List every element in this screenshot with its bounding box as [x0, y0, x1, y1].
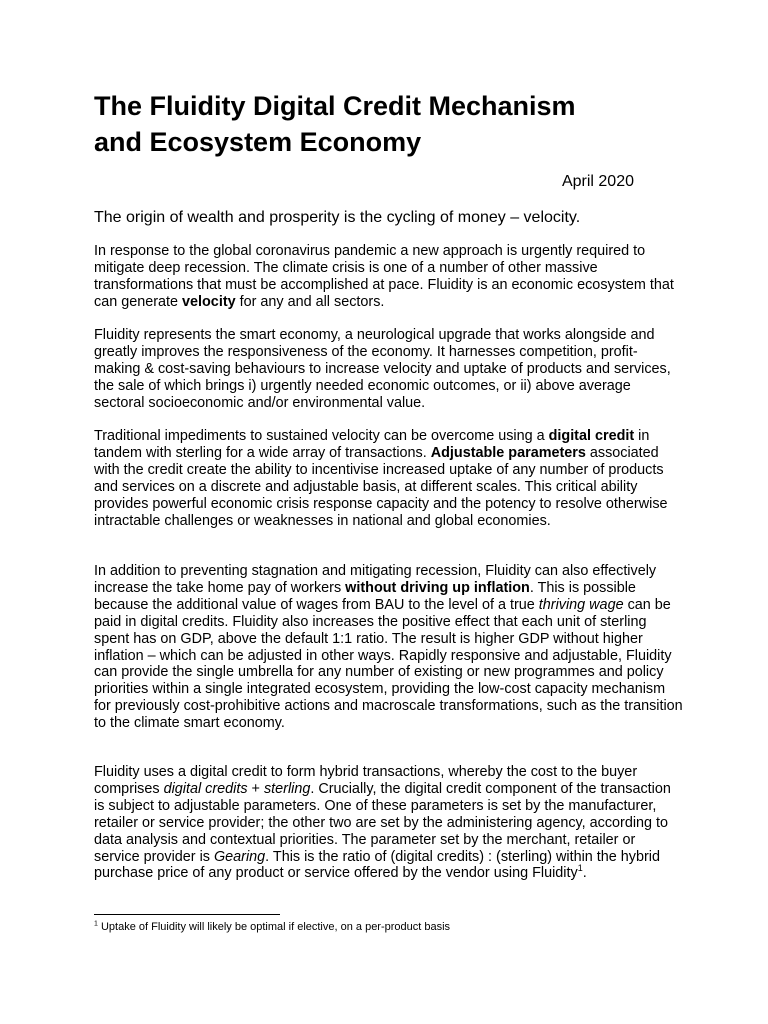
- p5-italic-sterling: sterling: [263, 780, 311, 797]
- p5-italic-digital-credits: digital credits: [163, 780, 248, 797]
- document-date: April 2020: [561, 173, 634, 190]
- p5-italic-gearing: Gearing: [213, 848, 266, 865]
- footnote-reference[interactable]: 1: [577, 863, 583, 874]
- p4-text-1: In addition to preventing stagnation and mitigating recession, Fluidity can also effectively increase the take home pay of workers: [94, 563, 657, 596]
- p3-text-2: in tandem with sterling for a wide array of transactions.: [94, 428, 650, 461]
- p3-bold-adjustable-parameters: Adjustable parameters: [430, 444, 586, 461]
- p5-text-4: . This is the ratio of (digital credits) : (sterling) within the hybrid purchase price of any product or service offered by the vendor using Fluidity: [94, 848, 661, 882]
- footnote-text: Uptake of Fluidity will likely be optimal if elective, on a per-product basis: [97, 921, 451, 933]
- title-line-2: and Ecosystem Economy: [94, 127, 422, 157]
- p5-text-3: . Crucially, the digital credit component of the transaction is subject to adjustable parameters. One of these parameters is set by the manufacturer, retailer or service provider; the other two are set by the administering agency, according to data analysis and contextual priorities. The parameter set by the merchant, retailer or service provider is: [94, 780, 671, 865]
- p4-italic-thriving-wage: thriving wage: [538, 596, 624, 613]
- document-title: [94, 88, 694, 160]
- p2-text-1: Fluidity represents the smart economy, a neurological upgrade that works alongside and greatly improves the responsiveness of the economy. It harnesses competition, profit-making & cost-saving behaviours to increase velocity and uptake of products and services, the sale of which brings i) urgently needed economic outcomes, or ii) above average sectoral socioeconomic and/or environmental value.: [94, 327, 671, 411]
- p1-bold-velocity: velocity: [182, 293, 236, 310]
- p1-text-2: for any and all sectors.: [235, 293, 385, 310]
- p4-text-3: can be paid in digital credits. Fluidity also increases the positive effect that each unit of sterling spent has on GDP, above the default 1:1 ratio. The result is higher GDP without higher inflation – which can be adjusted in other ways. Rapidly responsive and adjustable, Fluidity can provide the single umbrella for any number of existing or new programmes and policy priorities within a single integrated ecosystem, providing the low-cost capacity mechanism for previously cost-prohibitive actions and macroscale transformations, such as the transition to the climate smart economy.: [94, 596, 683, 732]
- footnote-separator: [94, 914, 280, 915]
- paragraph-5: [94, 764, 684, 882]
- paragraph-1: [94, 243, 684, 311]
- p3-bold-digital-credit: digital credit: [548, 428, 635, 444]
- p3-text-3: associated with the credit create the ability to incentivise increased uptake of any number of products and services on a discrete and adjustable basis, at different scales. This critical ability provides powerful economic crisis response capacity and the potency to resolve otherwise intractable challenges or weaknesses in national and global economies.: [94, 444, 668, 529]
- paragraph-2: [94, 327, 684, 412]
- title-line-1: The Fluidity Digital Credit Mechanism: [94, 91, 576, 121]
- paragraph-4: [94, 563, 684, 732]
- p1-text-1: In response to the global coronavirus pandemic a new approach is urgently required to mitigate deep recession. The climate crisis is one of a number of other massive transformations that must be accomplished at pace. Fluidity is an economic ecosystem that can generate: [94, 243, 674, 310]
- p3-text-1: Traditional impediments to sustained velocity can be overcome using a: [94, 428, 549, 444]
- footnote-marker: 1: [94, 920, 98, 928]
- paragraph-3: [94, 428, 684, 529]
- footnote: [94, 920, 694, 934]
- lead-sentence: The origin of wealth and prosperity is the cycling of money – velocity.: [94, 209, 581, 226]
- p5-text-2: +: [247, 780, 264, 797]
- p4-bold-without-inflation: without driving up inflation: [345, 579, 530, 596]
- p4-text-2: . This is possible because the additional value of wages from BAU to the level of a true: [94, 579, 636, 613]
- p5-text-5: .: [582, 865, 587, 882]
- p5-text-1: Fluidity uses a digital credit to form hybrid transactions, whereby the cost to the buyer comprises: [94, 764, 638, 797]
